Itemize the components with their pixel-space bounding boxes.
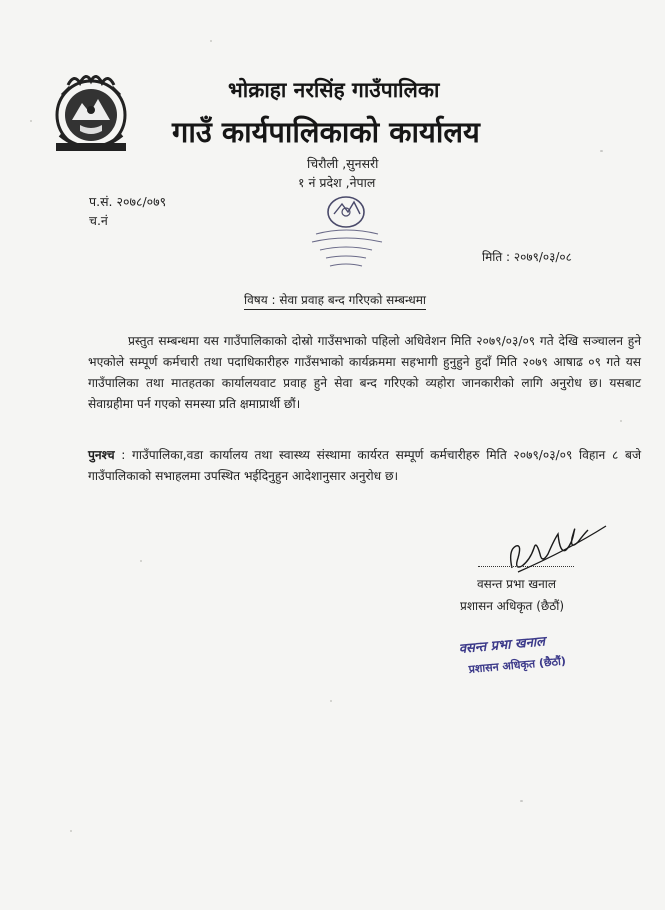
postscript-text: : गाउँपालिका,वडा कार्यालय तथा स्वास्थ्य संस्थामा कार्यरत सम्पूर्ण कर्मचारीहरु मिति २०७९/०३/०९ विहान ८ बजे गाउँपालिकाको सभाहलमा उपस्थित भईदिनुहुन आदेशानुसार अनुरोध छ। xyxy=(88,448,641,483)
rubber-stamp-designation: प्रशासन अधिकृत (छैठौं) xyxy=(468,654,567,676)
dispatch-number: च.नं xyxy=(89,213,108,228)
office-name: गाउँ कार्यपालिकाको कार्यालय xyxy=(172,115,480,149)
paper-speck xyxy=(30,120,32,122)
address-line-1: चिरौली ,सुनसरी xyxy=(307,156,379,171)
paper-speck xyxy=(330,700,332,702)
address-line-2: १ नं प्रदेश ,नेपाल xyxy=(298,175,376,190)
paper-speck xyxy=(520,800,523,802)
paper-speck xyxy=(140,560,142,562)
postscript-label: पुनश्च xyxy=(88,448,115,462)
signature-line xyxy=(478,566,574,567)
paper-speck xyxy=(210,40,212,42)
paper-speck xyxy=(70,830,72,832)
paper-speck xyxy=(600,150,603,152)
letter-reference-number: प.सं. २०७८/०७९ xyxy=(89,194,167,209)
postscript-paragraph xyxy=(88,445,641,487)
signatory-name: वसन्त प्रभा खनाल xyxy=(477,577,557,591)
letter-date: मिति : २०७९/०३/०८ xyxy=(482,250,572,264)
government-emblem-icon xyxy=(50,65,132,157)
rubber-stamp-name: वसन्त प्रभा खनाल xyxy=(458,634,546,657)
signatory-designation: प्रशासन अधिकृत (छैठौं) xyxy=(460,599,565,613)
office-seal-stamp-icon xyxy=(302,190,392,282)
municipality-name: भोक्राहा नरसिंह गाउँपालिका xyxy=(228,78,440,102)
letter-subject: विषय : सेवा प्रवाह बन्द गरिएको सम्बन्धमा xyxy=(244,291,426,310)
paper-speck xyxy=(620,420,622,422)
letter-body: प्रस्तुत सम्बन्धमा यस गाउँपालिकाको दोस्रो गाउँसभाको पहिलो अधिवेशन मिति २०७९/०३/०९ गते देखि सञ्चालन हुने भएकोले सम्पूर्ण कर्मचारी तथा पदाधिकारीहरु गाउँसभाको कार्यक्रममा सहभागी हुनुहुने हुदाँ मिति २०७९ आषाढ ०९ गते यस गाउँपालिका तथा मातहतका कार्यालयवाट प्रवाह हुने सेवा बन्द गरिएको व्यहोरा जानकारीको लागि अनुरोध छ। यसबाट सेवाग्रहीमा पर्न गएको समस्या प्रति क्षमाप्रार्थी छौं। xyxy=(88,334,641,411)
